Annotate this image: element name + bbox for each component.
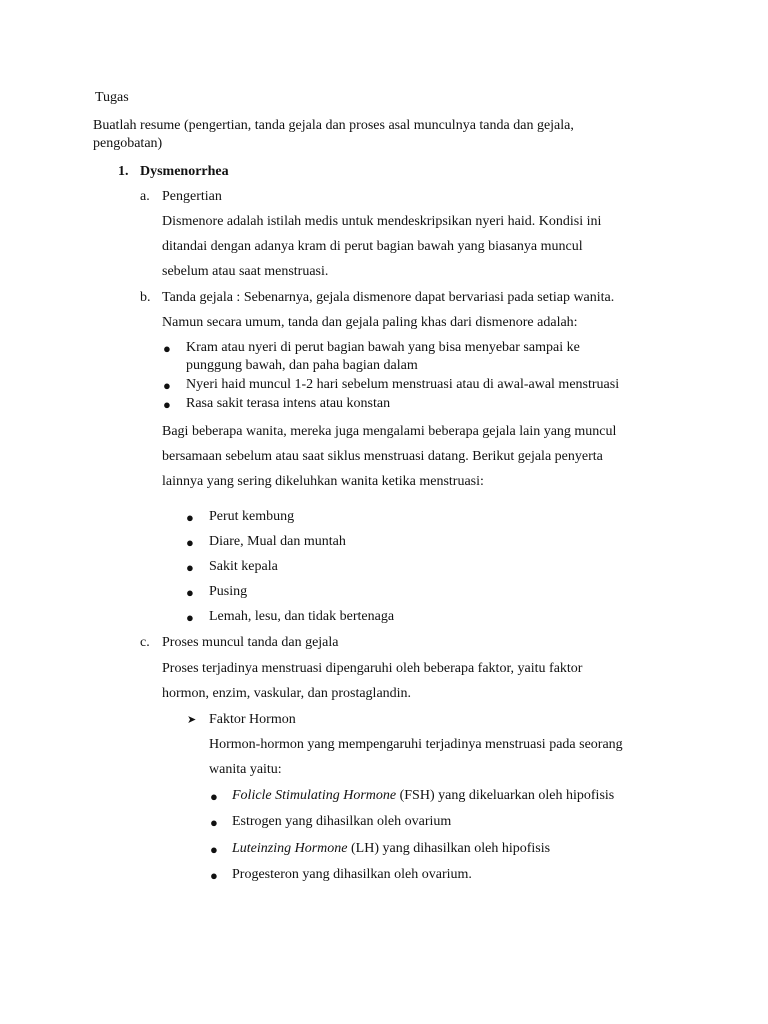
hormone-item — [232, 840, 550, 857]
hormone-description: Progesteron yang dihasilkan oleh ovarium. — [232, 867, 472, 882]
doc-title: Tugas — [95, 90, 129, 105]
arrow-bullet-icon: ➤ — [187, 714, 197, 726]
symptom-item: Lemah, lesu, dan tidak bertenaga — [209, 609, 395, 624]
hormone-item — [232, 866, 472, 883]
symptom-item: Perut kembung — [209, 509, 295, 524]
bullet-icon: ● — [163, 378, 171, 393]
bullet-icon: ● — [210, 789, 218, 804]
part-c-line: hormon, enzim, vaskular, dan prostaglandin. — [162, 686, 412, 701]
bullet-icon: ● — [163, 341, 171, 356]
part-b-paragraph-line: Bagi beberapa wanita, mereka juga mengalami beberapa gejala lain yang muncul — [162, 424, 617, 439]
part-b-line: Tanda gejala : Sebenarnya, gejala dismenore dapat bervariasi pada setiap wanita. — [162, 290, 615, 305]
bullet-icon: ● — [210, 815, 218, 830]
instruction-line-2: pengobatan) — [93, 136, 163, 151]
list-item: Rasa sakit terasa intens atau konstan — [186, 396, 391, 411]
bullet-icon: ● — [210, 842, 218, 857]
list-item-continuation: punggung bawah, dan paha bagian dalam — [186, 358, 418, 373]
list-item: Kram atau nyeri di perut bagian bawah yang bisa menyebar sampai ke — [186, 340, 580, 355]
factor-line: Hormon-hormon yang mempengaruhi terjadinya menstruasi pada seorang — [209, 737, 623, 752]
instruction-line-1: Buatlah resume (pengertian, tanda gejala dan proses asal munculnya tanda dan gejala, — [93, 118, 574, 133]
factor-line: wanita yaitu: — [209, 762, 282, 777]
part-b-paragraph-line: bersamaan sebelum atau saat siklus menstruasi datang. Berikut gejala penyerta — [162, 449, 603, 464]
section-number: 1. — [118, 164, 129, 179]
hormone-item — [232, 787, 614, 804]
part-a-line: ditandai dengan adanya kram di perut bagian bawah yang biasanya muncul — [162, 239, 583, 254]
symptom-item: Diare, Mual dan muntah — [209, 534, 346, 549]
part-c-line: Proses terjadinya menstruasi dipengaruhi oleh beberapa faktor, yaitu faktor — [162, 661, 583, 676]
symptom-item: Pusing — [209, 584, 248, 599]
part-b-marker: b. — [140, 290, 151, 305]
part-c-marker: c. — [140, 635, 150, 650]
hormone-description: Estrogen yang dihasilkan oleh ovarium — [232, 814, 452, 829]
part-a-marker: a. — [140, 189, 150, 204]
bullet-icon: ● — [186, 535, 194, 550]
bullet-icon: ● — [163, 397, 171, 412]
hormone-description: (FSH) yang dikeluarkan oleh hipofisis — [396, 788, 615, 803]
hormone-italic-name: Folicle Stimulating Hormone — [232, 788, 397, 803]
part-b-line: Namun secara umum, tanda dan gejala paling khas dari dismenore adalah: — [162, 315, 578, 330]
part-a-line: sebelum atau saat menstruasi. — [162, 264, 329, 279]
factor-heading: Faktor Hormon — [209, 712, 296, 727]
hormone-item — [232, 813, 451, 830]
part-b-paragraph-line: lainnya yang sering dikeluhkan wanita ketika menstruasi: — [162, 474, 484, 489]
list-item: Nyeri haid muncul 1-2 hari sebelum menstruasi atau di awal-awal menstruasi — [186, 377, 620, 392]
hormone-description: (LH) yang dihasilkan oleh hipofisis — [347, 841, 551, 856]
bullet-icon: ● — [210, 868, 218, 883]
bullet-icon: ● — [186, 560, 194, 575]
part-a-line: Dismenore adalah istilah medis untuk mendeskripsikan nyeri haid. Kondisi ini — [162, 214, 602, 229]
bullet-icon: ● — [186, 610, 194, 625]
part-c-heading: Proses muncul tanda dan gejala — [162, 635, 339, 650]
section-title: Dysmenorrhea — [140, 164, 229, 179]
symptom-item: Sakit kepala — [209, 559, 278, 574]
hormone-italic-name: Luteinzing Hormone — [232, 841, 348, 856]
part-a-heading: Pengertian — [162, 189, 222, 204]
bullet-icon: ● — [186, 585, 194, 600]
bullet-icon: ● — [186, 510, 194, 525]
